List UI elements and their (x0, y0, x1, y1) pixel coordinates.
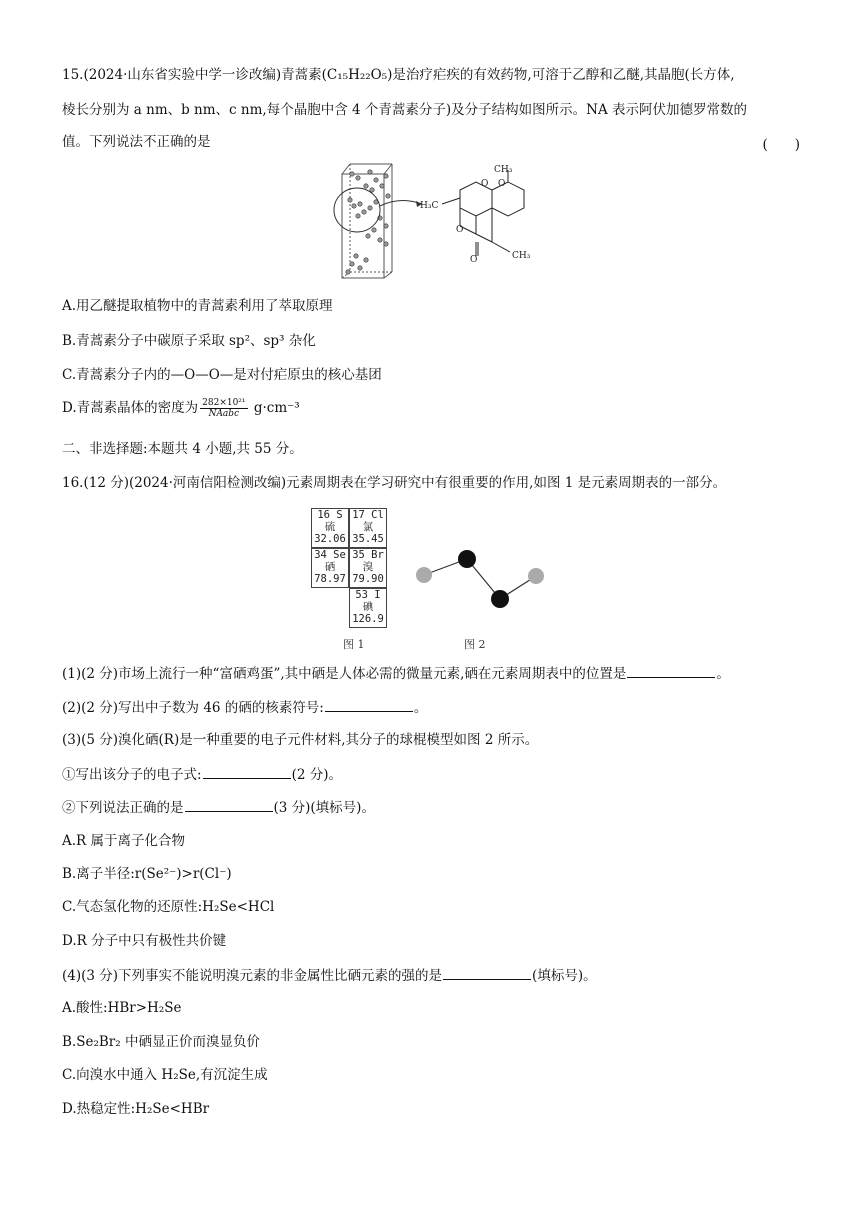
density-fraction (200, 398, 247, 419)
o-label: O (470, 255, 478, 265)
answer-blank[interactable] (325, 698, 413, 712)
cell-name: 硒 (324, 561, 336, 573)
cell-mass: 32.06 (314, 533, 346, 545)
q16-p4-option-c: C.向溴水中通入 H₂Se,有沉淀生成 (62, 1067, 268, 1083)
highlight-circle (334, 188, 380, 232)
cell-number-symbol: 16 S (317, 509, 343, 521)
cell-name: 溴 (362, 561, 374, 573)
answer-blank[interactable] (627, 664, 715, 678)
part3a-text: ①写出该分子的电子式: (62, 767, 202, 783)
cell-number-symbol: 34 Se (314, 549, 346, 561)
q15-stem-line2: 棱长分别为 a nm、b nm、c nm,每个晶胞中含 4 个青蒿素分子)及分子结构如图所示。NA 表示阿伏加德罗常数的 (62, 102, 747, 118)
o-label: O (481, 179, 489, 189)
q16-part3-sub2 (62, 798, 375, 817)
q15-option-d (62, 398, 300, 419)
br-atom (416, 567, 432, 583)
q15-option-a: A.用乙醚提取植物中的青蒿素利用了萃取原理 (62, 298, 333, 314)
element-cell-i (349, 588, 387, 628)
figure-2-caption: 图 2 (464, 638, 486, 651)
q15-option-b: B.青蒿素分子中碳原子采取 sp²、sp³ 杂化 (62, 333, 316, 349)
se-atom (491, 590, 509, 608)
fraction-numerator: 282×10²¹ (202, 398, 246, 408)
q16-p4-option-d: D.热稳定性:H₂Se<HBr (62, 1101, 210, 1117)
q16-intro: 16.(12 分)(2024·河南信阳检测改编)元素周期表在学习研究中有很重要的作用,如图 1 是元素周期表的一部分。 (62, 475, 727, 491)
q15-stem-line3: 值。下列说法不正确的是 (62, 134, 211, 150)
part1-end: 。 (716, 666, 730, 682)
q16-part4 (62, 966, 597, 985)
fraction-denominator: NAabc (208, 409, 240, 419)
q16-p3-option-c: C.气态氢化物的还原性:H₂Se<HCl (62, 899, 275, 915)
cell-mass: 126.9 (352, 613, 384, 625)
cell-number-symbol: 35 Br (352, 549, 384, 561)
q16-part3: (3)(5 分)溴化硒(R)是一种重要的电子元件材料,其分子的球棍模型如图 2 所示。 (62, 732, 539, 748)
answer-blank[interactable] (203, 765, 291, 779)
part4-end: (填标号)。 (532, 968, 597, 984)
part2-end: 。 (413, 700, 428, 716)
o-label: O (456, 225, 464, 235)
part3b-end: (3 分)(填标号)。 (273, 800, 375, 816)
element-cell-br (349, 548, 387, 588)
q16-p4-option-b: B.Se₂Br₂ 中硒显正价而溴显负价 (62, 1034, 260, 1050)
answer-parentheses: ( ) (762, 137, 800, 153)
ball-and-stick-model (410, 540, 550, 620)
arrow (380, 200, 422, 206)
o-label: O (498, 179, 506, 189)
q16-p4-option-a: A.酸性:HBr>H₂Se (62, 1000, 182, 1016)
q15-option-c: C.青蒿素分子内的—O—O—是对付疟原虫的核心基团 (62, 367, 382, 383)
cell-name: 氯 (362, 521, 374, 533)
q16-part1 (62, 664, 730, 683)
br-atom (528, 568, 544, 584)
answer-blank[interactable] (185, 798, 273, 812)
element-cell-s (311, 508, 349, 548)
cell-mass: 78.97 (314, 573, 346, 585)
element-cell-cl (349, 508, 387, 548)
part4-text: (4)(3 分)下列事实不能说明溴元素的非金属性比硒元素的强的是 (62, 968, 443, 984)
cell-mass: 35.45 (352, 533, 384, 545)
q16-p3-option-a: A.R 属于离子化合物 (62, 833, 185, 849)
cell-number-symbol: 17 Cl (352, 509, 384, 521)
ch3-label-top: CH₃ (494, 165, 513, 175)
q16-part2 (62, 698, 427, 717)
se-atom (458, 550, 476, 568)
part2-text: (2)(2 分)写出中子数为 46 的硒的核素符号: (62, 700, 324, 716)
q16-part3-sub1 (62, 765, 342, 784)
q16-p3-option-d: D.R 分子中只有极性共价键 (62, 933, 227, 949)
density-unit: g·cm⁻³ (249, 400, 300, 416)
cell-number-symbol: 53 I (355, 589, 381, 601)
answer-blank[interactable] (443, 966, 531, 980)
artemisinin-crystal-and-structure-figure (330, 160, 550, 282)
element-cell-se (311, 548, 349, 588)
h3c-label: H₃C (420, 201, 439, 211)
cell-name: 硫 (324, 521, 336, 533)
part3b-text: ②下列说法正确的是 (62, 800, 184, 816)
part1-text: (1)(2 分)市场上流行一种“富硒鸡蛋”,其中硒是人体必需的微量元素,硒在元素周期表中的位置是 (62, 666, 627, 682)
q15-option-d-prefix: D.青蒿素晶体的密度为 (62, 400, 199, 416)
q16-p3-option-b: B.离子半径:r(Se²⁻)>r(Cl⁻) (62, 866, 232, 882)
section-heading: 二、非选择题:本题共 4 小题,共 55 分。 (62, 441, 303, 457)
cell-mass: 79.90 (352, 573, 384, 585)
ch3-label-right: CH₃ (512, 251, 531, 261)
cell-name: 碘 (362, 601, 374, 613)
figure-1-caption: 图 1 (343, 638, 365, 651)
q15-stem-line1: 15.(2024·山东省实验中学一诊改编)青蒿素(C₁₅H₂₂O₅)是治疗疟疾的有效药物,可溶于乙醇和乙醚,其晶胞(长方体, (62, 67, 735, 83)
part3a-end: (2 分)。 (291, 767, 342, 783)
